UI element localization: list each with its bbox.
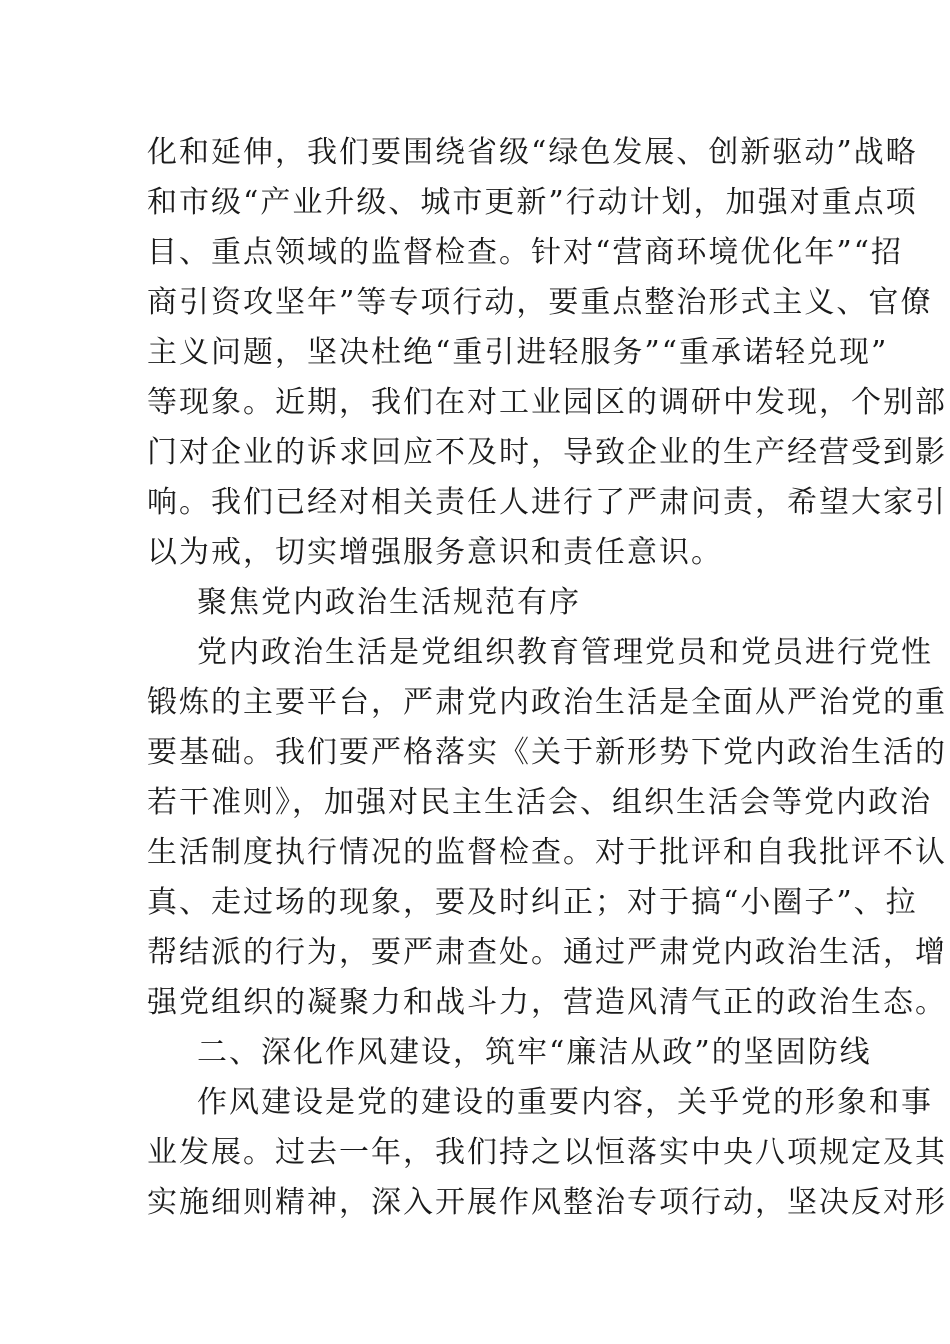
paragraph-line: 门对企业的诉求回应不及时，导致企业的生产经营受到影 [147, 435, 947, 470]
paragraph-line: 帮结派的行为，要严肃查处。通过严肃党内政治生活，增 [147, 935, 947, 970]
paragraph-line: 主义问题，坚决杜绝“重引进轻服务”“重承诺轻兑现” [147, 335, 889, 370]
paragraph-line: 要基础。我们要严格落实《关于新形势下党内政治生活的 [147, 735, 947, 770]
paragraph-line: 若干准则》，加强对民主生活会、组织生活会等党内政治 [147, 785, 932, 820]
paragraph-line: 实施细则精神，深入开展作风整治专项行动，坚决反对形 [147, 1185, 947, 1220]
paragraph-line: 生活制度执行情况的监督检查。对于批评和自我批评不认 [147, 835, 947, 870]
paragraph-line: 以为戒，切实增强服务意识和责任意识。 [147, 535, 723, 570]
paragraph-line: 和市级“产业升级、城市更新”行动计划，加强对重点项 [147, 185, 918, 220]
paragraph-line: 真、走过场的现象，要及时纠正；对于搞“小圈子”、拉 [147, 885, 918, 920]
paragraph-line: 作风建设是党的建设的重要内容，关乎党的形象和事 [197, 1085, 933, 1120]
paragraph-line: 等现象。近期，我们在对工业园区的调研中发现，个别部 [147, 385, 947, 420]
paragraph-line: 锻炼的主要平台，严肃党内政治生活是全面从严治党的重 [147, 685, 947, 720]
paragraph-line: 响。我们已经对相关责任人进行了严肃问责，希望大家引 [147, 485, 947, 520]
section-heading: 二、深化作风建设，筑牢“廉洁从政”的坚固防线 [197, 1035, 872, 1070]
paragraph-line: 商引资攻坚年”等专项行动，要重点整治形式主义、官僚 [147, 285, 933, 320]
paragraph-line: 化和延伸，我们要围绕省级“绿色发展、创新驱动”战略 [147, 135, 918, 170]
paragraph-line: 目、重点领域的监督检查。针对“营商环境优化年”“招 [147, 235, 904, 270]
section-heading: 聚焦党内政治生活规范有序 [197, 585, 581, 620]
paragraph-line: 业发展。过去一年，我们持之以恒落实中央八项规定及其 [147, 1135, 947, 1170]
paragraph-line: 党内政治生活是党组织教育管理党员和党员进行党性 [197, 635, 933, 670]
paragraph-line: 强党组织的凝聚力和战斗力，营造风清气正的政治生态。 [147, 985, 947, 1020]
